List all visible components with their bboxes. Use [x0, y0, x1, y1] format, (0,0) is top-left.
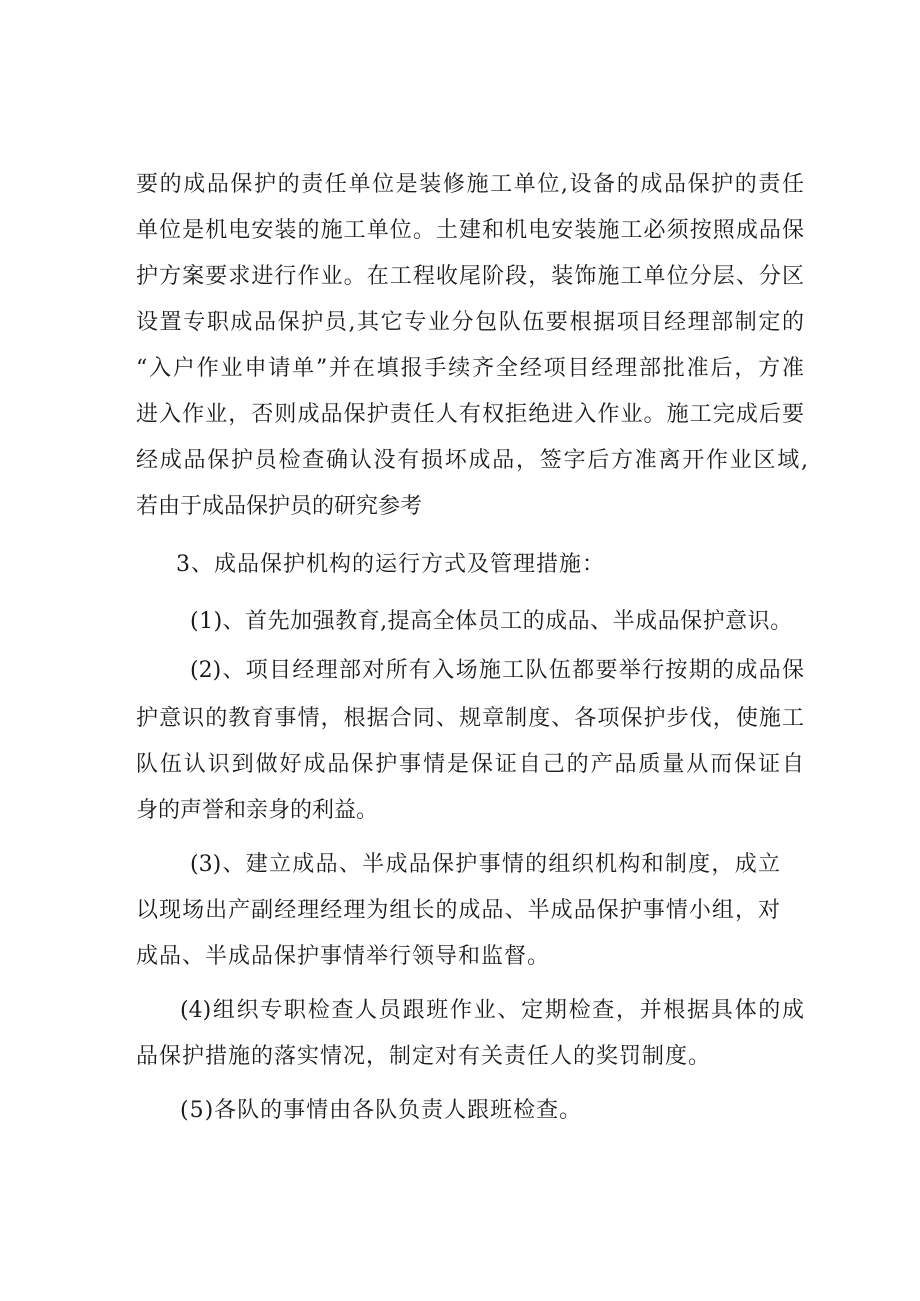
text-line: (4)组织专职检查人员跟班作业、定期检查，并根据具体的成 [180, 998, 804, 1023]
text-line: (2)、项目经理部对所有入场施工队伍都要举行按期的成品保 [190, 658, 804, 683]
text-line: 队伍认识到做好成品保护事情是保证自己的产品质量从而保证自 [136, 752, 804, 777]
text-line: 品保护措施的落实情况，制定对有关责任人的奖罚制度。 [136, 1044, 712, 1069]
text-line: (1)、首先加强教育,提高全体员工的成品、半成品保护意识。 [190, 609, 793, 634]
text-line: 身的声誉和亲身的利益。 [136, 798, 379, 823]
text-line: 进入作业，否则成品保护责任人有权拒绝进入作业。施工完成后要 [136, 402, 804, 427]
text-line: “入户作业申请单”并在填报手续齐全经项目经理部批准后，方准 [136, 356, 804, 381]
text-line: 若由于成品保护员的研究参考 [136, 494, 423, 519]
text-line: 成品、半成品保护事情举行领导和监督。 [136, 944, 551, 969]
text-line: 以现场出产副经理经理为组长的成品、半成品保护事情小组，对 [136, 898, 780, 923]
text-line: 要的成品保护的责任单位是装修施工单位,设备的成品保护的责任 [136, 172, 804, 197]
text-line: 护方案要求进行作业。在工程收尾阶段，装饰施工单位分层、分区 [136, 264, 804, 289]
text-line: 单位是机电安装的施工单位。土建和机电安装施工必须按照成品保 [136, 218, 804, 243]
text-line: (3)、建立成品、半成品保护事情的组织机构和制度，成立 [190, 852, 780, 877]
text-line: 经成品保护员检查确认没有损坏成品，签字后方准离开作业区域, [136, 448, 808, 473]
text-line: 3、成品保护机构的运行方式及管理措施： [176, 552, 605, 577]
text-line: 护意识的教育事情，根据合同、规章制度、各项保护步伐，使施工 [136, 706, 804, 731]
text-line: 设置专职成品保护员,其它专业分包队伍要根据项目经理部制定的 [136, 310, 804, 335]
text-line: (5)各队的事情由各队负责人跟班检查。 [180, 1098, 583, 1123]
